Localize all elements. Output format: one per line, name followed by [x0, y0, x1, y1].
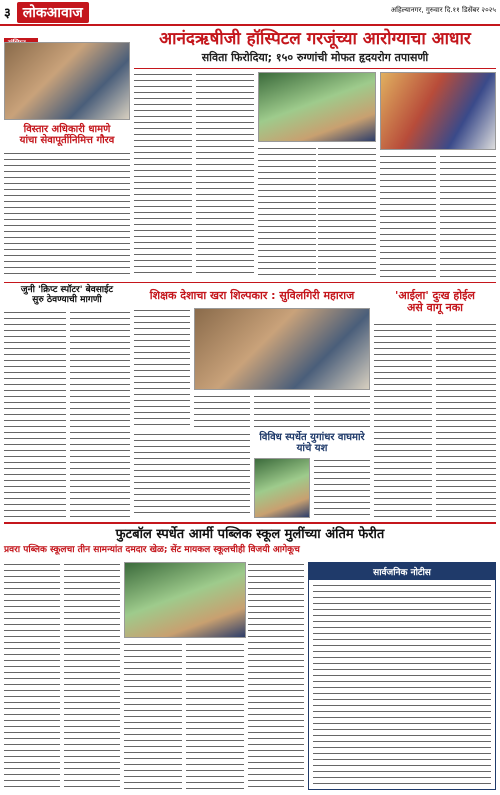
story-aila-headline [374, 290, 496, 314]
bottom-story-col4 [186, 642, 244, 790]
brief-photo [4, 42, 130, 120]
main-body-col5 [380, 154, 436, 278]
bottom-story-col2 [64, 562, 120, 790]
public-notice-body [313, 583, 491, 785]
main-headline: आनंदऋषीजी हॉस्पिटल गरजूंच्या आरोग्याचा आधार [159, 29, 471, 49]
story-competition-photo [254, 458, 310, 518]
story-teacher-col2 [194, 394, 250, 428]
bottom-story-headline-line1: फुटबॉल स्पर्धेत आर्मी पब्लिक स्कूल मुलींच्या अंतिम फेरीत [115, 527, 385, 542]
story-aila-col2 [436, 322, 496, 518]
story-books-headline [4, 286, 130, 306]
story-aila-col1 [374, 322, 432, 518]
story-left-body [4, 151, 130, 279]
story-teacher-col1 [134, 308, 190, 428]
main-body-col1 [134, 72, 192, 278]
story-books-col1 [4, 310, 66, 518]
bottom-story-photo [124, 562, 246, 638]
page-header [0, 0, 500, 26]
main-body-col4 [318, 146, 376, 278]
main-photo-left [258, 72, 376, 142]
story-aila-headline-line1: 'आईला' दुःख होईल [395, 289, 475, 302]
dateline: अहिल्यानगर, गुरुवार दि.११ डिसेंबर २०२५ [390, 6, 496, 14]
public-notice-title: सार्वजनिक नोटीस [309, 563, 495, 580]
story-left-headline [4, 124, 130, 146]
story-teacher-col3 [254, 394, 310, 428]
story-books-headline-line2: सुरु ठेवण्याची मागणी [32, 294, 102, 305]
bottom-story-subheadline: प्रवरा पब्लिक स्कूलचा तीन सामन्यांत दमदार खेळ; सेंट मायकल स्कूलचीही विजयी आगेकूच [4, 545, 300, 555]
main-photo-right [380, 72, 496, 150]
story-competition-body [314, 458, 370, 518]
bottom-story-col3 [124, 642, 182, 790]
bottom-story-col5 [248, 562, 304, 790]
main-body-col2 [196, 72, 254, 278]
story-left-headline-line1: विस्तार अधिकारी धामणे [23, 124, 111, 135]
bottom-story-col1 [4, 562, 60, 790]
story-aila-headline-line2: असे वागू नका [406, 301, 464, 315]
main-body-col3 [258, 146, 316, 278]
story-books-col2 [70, 310, 130, 518]
story-competition-headline: विविध स्पर्धेत युगांधर वाघमारे यांचे यश [259, 432, 365, 454]
page-number: ३ [4, 6, 11, 21]
masthead-logo: लोकआवाज [17, 2, 89, 23]
story-left-headline-line2: यांचा सेवापूर्तीनिमित्त गौरव [19, 135, 115, 146]
story-teacher-col4 [314, 394, 370, 428]
story-teacher-headline: शिक्षक देशाचा खरा शिल्पकार : सुविलगिरी महाराज [149, 289, 355, 302]
main-subheadline: सविता फिरोदिया; १५० रुग्णांची मोफत हृदयरोग तपासणी [201, 51, 429, 64]
story-teacher-photo [194, 308, 370, 390]
story-books-headline-line1: जुनी 'क्रिप्ट स्पॉटर' बेवसाईट [20, 285, 114, 295]
bottom-story-headline [4, 528, 496, 542]
main-body-col6 [440, 154, 496, 278]
story-teacher-col5 [134, 432, 250, 518]
public-notice [308, 562, 496, 790]
